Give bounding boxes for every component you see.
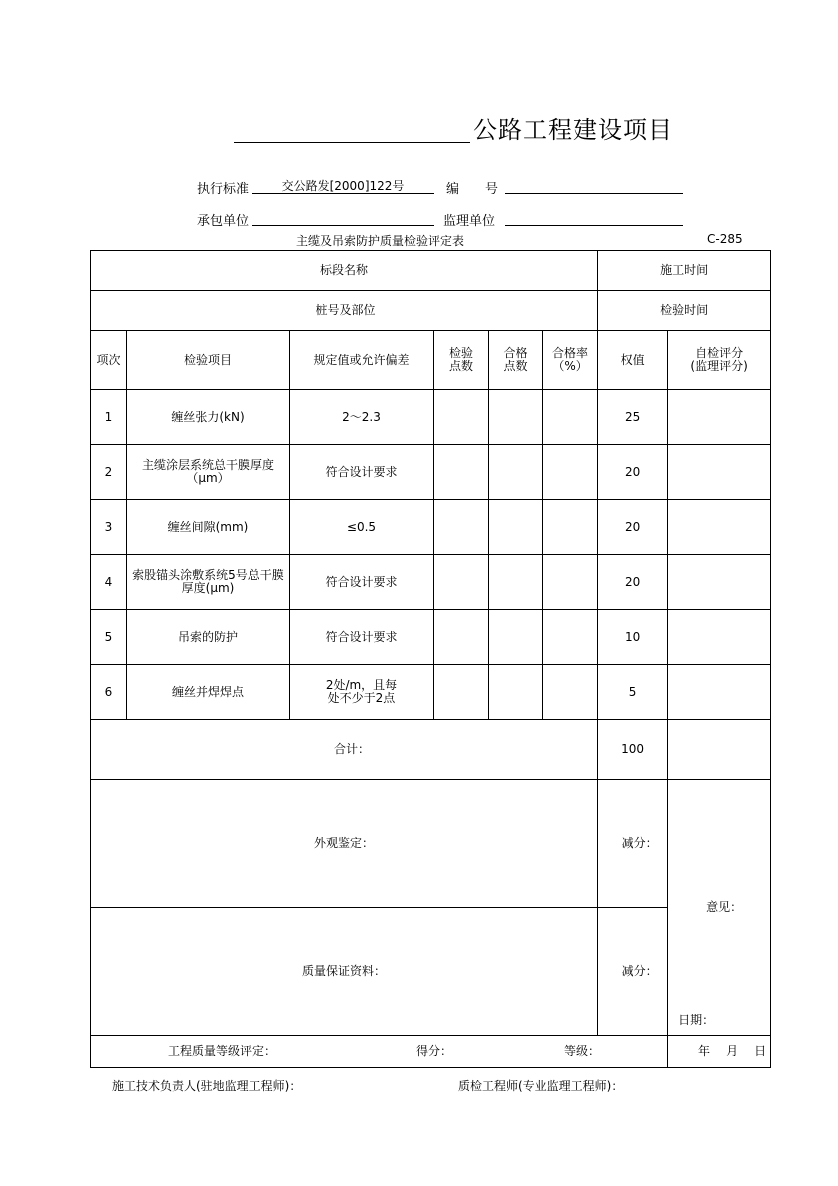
row-item: 主缆涂层系统总干膜厚度（μm） [127, 445, 290, 500]
project-name-line[interactable] [234, 142, 470, 143]
row-rate-cell[interactable] [543, 610, 598, 665]
form-name: 主缆及吊索防护质量检验评定表 [296, 234, 465, 248]
row-item: 缠丝间隙(mm) [127, 500, 290, 555]
row-pass-cell[interactable] [489, 445, 543, 500]
col-rate [543, 331, 598, 390]
inspection-time-cell[interactable] [598, 291, 771, 331]
row-points-cell[interactable] [434, 555, 489, 610]
exec-std-value[interactable]: 交公路发[2000]122号 [281, 179, 405, 193]
row-rate-cell[interactable] [543, 665, 598, 720]
row-spec: 符合设计要求 [290, 555, 434, 610]
section-cell[interactable] [91, 251, 598, 291]
supervisor-line [505, 225, 683, 226]
row-pass-cell[interactable] [489, 610, 543, 665]
row-no: 6 [91, 665, 127, 720]
supervisor-label: 监理单位 [443, 214, 496, 229]
page-title: 公路工程建设项目 [473, 116, 673, 144]
row-weight: 5 [598, 665, 668, 720]
exec-std-label: 执行标准 [197, 182, 250, 197]
appearance-label: 外观鉴定： [314, 836, 375, 850]
row-weight: 20 [598, 500, 668, 555]
code-label: 编 号 [446, 182, 499, 197]
row-rate-cell[interactable] [543, 445, 598, 500]
row-spec: 符合设计要求 [290, 445, 434, 500]
col-points [434, 331, 489, 390]
row-pass-cell[interactable] [489, 665, 543, 720]
row-score-cell[interactable] [668, 555, 771, 610]
row-weight: 10 [598, 610, 668, 665]
row-score-cell[interactable] [668, 665, 771, 720]
quality-engineer-signature[interactable]: 质检工程师(专业监理工程师)： [458, 1079, 624, 1093]
total-row [91, 720, 771, 780]
grading-grade-label: 等级： [564, 1044, 601, 1058]
col-points-line1: 检验 [448, 346, 473, 360]
date-year: 年 [698, 1044, 711, 1058]
grading-date-cell[interactable] [668, 1036, 771, 1068]
row-rate-cell[interactable] [543, 500, 598, 555]
row-item: 吊索的防护 [127, 610, 290, 665]
row-pass-cell[interactable] [489, 555, 543, 610]
table-row [91, 445, 771, 500]
row-no: 4 [91, 555, 127, 610]
row-points-cell[interactable] [434, 500, 489, 555]
construction-time-label: 施工时间 [660, 263, 709, 277]
col-item: 检验项目 [127, 331, 290, 390]
row-no: 2 [91, 445, 127, 500]
inspection-table [90, 250, 771, 1068]
table-row [91, 665, 771, 720]
station-label: 桩号及部位 [315, 303, 376, 317]
grading-cell[interactable] [91, 1036, 668, 1068]
quality-docs-deduct-cell[interactable] [598, 908, 668, 1036]
col-score-line2: (监理评分) [690, 359, 748, 373]
row-rate-cell[interactable] [543, 390, 598, 445]
grading-score-label: 得分： [416, 1044, 453, 1058]
row-score-cell[interactable] [668, 390, 771, 445]
row-score-cell[interactable] [668, 445, 771, 500]
row-item: 缠丝张力(kN) [127, 390, 290, 445]
section-row [91, 251, 771, 291]
opinion-date-label: 日期： [678, 1013, 715, 1027]
station-row [91, 291, 771, 331]
construction-time-cell[interactable] [598, 251, 771, 291]
col-rate-line1: 合格率 [552, 346, 589, 360]
code-line [505, 193, 683, 194]
inspection-time-label: 检验时间 [660, 303, 709, 317]
row-item: 缠丝并焊焊点 [127, 665, 290, 720]
row-score-cell[interactable] [668, 500, 771, 555]
total-score-cell[interactable] [668, 720, 771, 780]
appearance-deduct-label: 减分： [621, 836, 658, 850]
section-label: 标段名称 [320, 263, 369, 277]
grading-label: 工程质量等级评定： [168, 1044, 277, 1058]
row-points-cell[interactable] [434, 665, 489, 720]
col-pass-line2: 点数 [503, 359, 528, 373]
grading-row [91, 1036, 771, 1068]
total-label: 合计： [91, 720, 598, 780]
date-month: 月 [726, 1044, 739, 1058]
appearance-cell[interactable] [91, 780, 598, 908]
appearance-row [91, 780, 771, 908]
col-score-line1: 自检评分 [695, 346, 744, 360]
row-item: 索股锚头涂敷系统5号总干膜厚度(μm) [127, 555, 290, 610]
row-no: 3 [91, 500, 127, 555]
row-spec: 2处/m，且每处不少于2点 [290, 665, 434, 720]
row-spec: 2～2.3 [290, 390, 434, 445]
row-points-cell[interactable] [434, 445, 489, 500]
row-points-cell[interactable] [434, 390, 489, 445]
form-code: C-285 [707, 232, 743, 246]
col-spec: 规定值或允许偏差 [290, 331, 434, 390]
row-no: 1 [91, 390, 127, 445]
row-spec: 符合设计要求 [290, 610, 434, 665]
table-row [91, 500, 771, 555]
contractor-line [252, 225, 434, 226]
column-header-row [91, 331, 771, 390]
col-rate-line2: （%） [552, 359, 588, 373]
row-pass-cell[interactable] [489, 390, 543, 445]
row-points-cell[interactable] [434, 610, 489, 665]
row-weight: 25 [598, 390, 668, 445]
contractor-label: 承包单位 [197, 214, 250, 229]
date-day: 日 [754, 1044, 767, 1058]
row-spec: ≤0.5 [290, 500, 434, 555]
col-pass-line1: 合格 [503, 346, 528, 360]
row-no: 5 [91, 610, 127, 665]
total-weight: 100 [598, 720, 668, 780]
row-pass-cell[interactable] [489, 500, 543, 555]
col-weight: 权值 [598, 331, 668, 390]
table-row [91, 555, 771, 610]
opinion-label: 意见： [706, 900, 743, 914]
appearance-deduct-cell[interactable] [598, 780, 668, 908]
construction-lead-signature[interactable]: 施工技术负责人(驻地监理工程师)： [112, 1079, 302, 1093]
station-cell[interactable] [91, 291, 598, 331]
row-weight: 20 [598, 555, 668, 610]
quality-docs-label: 质量保证资料： [302, 964, 387, 978]
row-rate-cell[interactable] [543, 555, 598, 610]
col-pass [489, 331, 543, 390]
col-item-no: 项次 [91, 331, 127, 390]
col-points-line2: 点数 [448, 359, 473, 373]
row-weight: 20 [598, 445, 668, 500]
table-row [91, 610, 771, 665]
col-score [668, 331, 771, 390]
table-row [91, 390, 771, 445]
quality-docs-deduct-label: 减分： [621, 964, 658, 978]
row-score-cell[interactable] [668, 610, 771, 665]
opinion-cell[interactable] [668, 780, 771, 1036]
quality-docs-cell[interactable] [91, 908, 598, 1036]
